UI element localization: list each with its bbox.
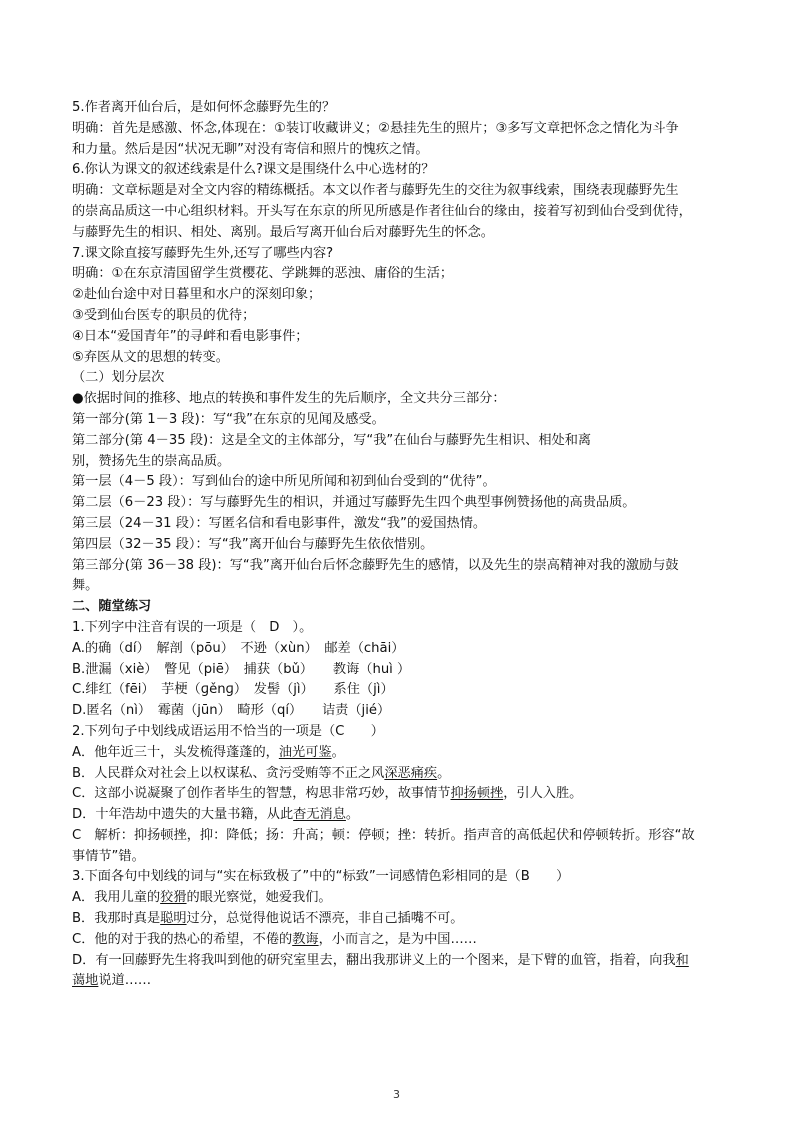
exercise-2-option-c: C．这部小说凝聚了创作者毕生的智慧，构思非常巧妙，故事情节抑扬顿挫，引人入胜。 [72,786,583,802]
part-1: 第一部分(第 1－3 段)：写“我”在东京的见闻及感受。 [72,411,385,427]
underlined-word: 教诲 [292,931,319,947]
underlined-word: 聪明 [160,911,187,927]
layer-1: 第一层（4－5 段）：写到仙台的途中所见所闻和初到仙台受到的“优待”。 [72,474,496,490]
part-3-line-1: 第三部分(第 36－38 段)：写“我”离开仙台后怀念藤野先生的感情，以及先生的崇高精神对我的激励与鼓 [72,557,679,573]
answer-7-item-3: ③受到仙台医专的职员的优待； [72,307,256,323]
underlined-idiom: 油光可鉴 [278,744,332,760]
exercise-3-option-d-line-1: D．有一回藤野先生将我叫到他的研究室里去，翻出我那讲义上的一个图来，是下臂的血管，指着，向我和 [72,952,689,968]
exercise-3-option-a: A．我用儿童的狡猾的眼光察觉，她爱我们。 [72,890,332,906]
underlined-idiom: 深恶痛疾 [384,765,438,781]
document-body [72,98,722,992]
exercise-2-question: 2.下列句子中划线成语运用不恰当的一项是（C ） [72,723,384,739]
layer-4: 第四层（32－35 段）：写“我”离开仙台与藤野先生依依惜别。 [72,536,434,552]
exercise-2-option-a: A．他年近三十，头发梳得蓬蓬的，油光可鉴。 [72,744,345,760]
exercise-1-option-a: A.的确（dí） 解剖（pōu） 不逊（xùn） 邮差（chāi） [72,640,405,656]
exercise-1-option-d: D.匿名（nì） 霉菌（jūn） 畸形（qí） 诘责（jié） [72,703,391,719]
question-7: 7.课文除直接写藤野先生外,还写了哪些内容? [72,245,334,261]
exercise-3-option-b: B．我那时真是聪明过分，总觉得他说话不漂亮，非自己插嘴不可。 [72,911,464,927]
answer-5-line-1: 明确：首先是感激、怀念,体现在：①装订收藏讲义；②悬挂先生的照片；③多写文章把怀念之情化为斗争 [72,120,679,136]
answer-7-item-5: ⑤弃医从文的思想的转变。 [72,349,229,365]
answer-7-item-4: ④日本“爱国青年”的寻衅和看电影事件； [72,328,309,344]
answer-6-line-2: 的崇高品质这一中心组织材料。开头写在东京的所见所感是作者往仙台的缘由，接着写初到仙台受到优待， [72,203,692,219]
exercise-3-question: 3.下面各句中划线的词与“实在标致极了”中的“标致”一词感情色彩相同的是（B ） [72,869,570,885]
answer-6-line-3: 与藤野先生的相识、相处、离别。最后写离开仙台后对藤野先生的怀念。 [72,224,494,240]
answer-7-item-1: 明确：①在东京清国留学生赏樱花、学跳舞的恶浊、庸俗的生活； [72,266,454,282]
exercise-2-option-d: D．十年浩劫中遗失的大量书籍，从此杳无消息。 [72,807,360,823]
exercise-2-option-b: B．人民群众对社会上以权谋私、贪污受贿等不正之风深恶痛疾。 [72,765,451,781]
exercise-1-option-c: C.绯红（fēi） 芋梗（ɡěnɡ） 发髻（jì） 系住（jì） [72,682,394,698]
underlined-idiom: 抑扬顿挫 [450,786,504,802]
exercise-1-question: 1.下列字中注音有误的一项是（ D ）。 [72,619,313,635]
part-2-line-1: 第二部分(第 4－35 段)：这是全文的主体部分，写“我”在仙台与藤野先生相识、相处和离 [72,432,592,448]
layer-2: 第二层（6－23 段）：写与藤野先生的相识，并通过写藤野先生四个典型事例赞扬他的高贵品质。 [72,495,636,511]
page-number: 3 [393,1088,400,1101]
exercise-2-analysis-line-1: C 解析：抑扬顿挫，抑：降低；扬：升高；顿：停顿；挫：转折。指声音的高低起伏和停顿转折。形容“故 [72,827,695,843]
answer-7-item-2: ②赴仙台途中对日暮里和水户的深刻印象； [72,287,322,303]
underlined-word: 和 [675,952,689,968]
part-3-line-2: 舞。 [72,578,99,594]
question-5: 5.作者离开仙台后，是如何怀念藤野先生的？ [72,100,336,115]
part-2-line-2: 别，赞扬先生的崇高品质。 [72,453,231,469]
exercise-1-option-b: B.泄漏（xiè） 瞥见（piē） 捕获（bǔ） 教诲（huì ） [72,661,411,677]
exercise-3-option-c: C．他的对于我的热心的希望，不倦的教诲，小而言之，是为中国…… [72,931,477,947]
layer-3: 第三层（24－31 段）：写匿名信和看电影事件，激发“我”的爱国热情。 [72,515,487,531]
question-6: 6.你认为课文的叙述线索是什么?课文是围绕什么中心选材的？ [72,162,435,178]
underlined-idiom: 杳无消息 [293,807,346,823]
answer-6-line-1: 明确：文章标题是对全文内容的精练概括。本文以作者与藤野先生的交往为叙事线索，围绕表现藤野先生 [72,183,679,199]
section-heading-exercises: 二、随堂练习 [72,599,152,615]
exercise-3-option-d-line-2: 蔼地说道…… [72,973,152,989]
answer-5-line-2: 和力量。然后是因“状况无聊”对没有寄信和照片的愧疚之情。 [72,141,429,157]
underlined-word: 蔼地 [72,973,99,989]
section-heading-layers: （二）划分层次 [72,370,165,386]
layers-intro: ●依据时间的推移、地点的转换和事件发生的先后顺序，全文共分三部分： [72,391,506,407]
exercise-2-analysis-line-2: 事情节”错。 [72,848,145,864]
underlined-word: 狡猾 [160,890,187,906]
